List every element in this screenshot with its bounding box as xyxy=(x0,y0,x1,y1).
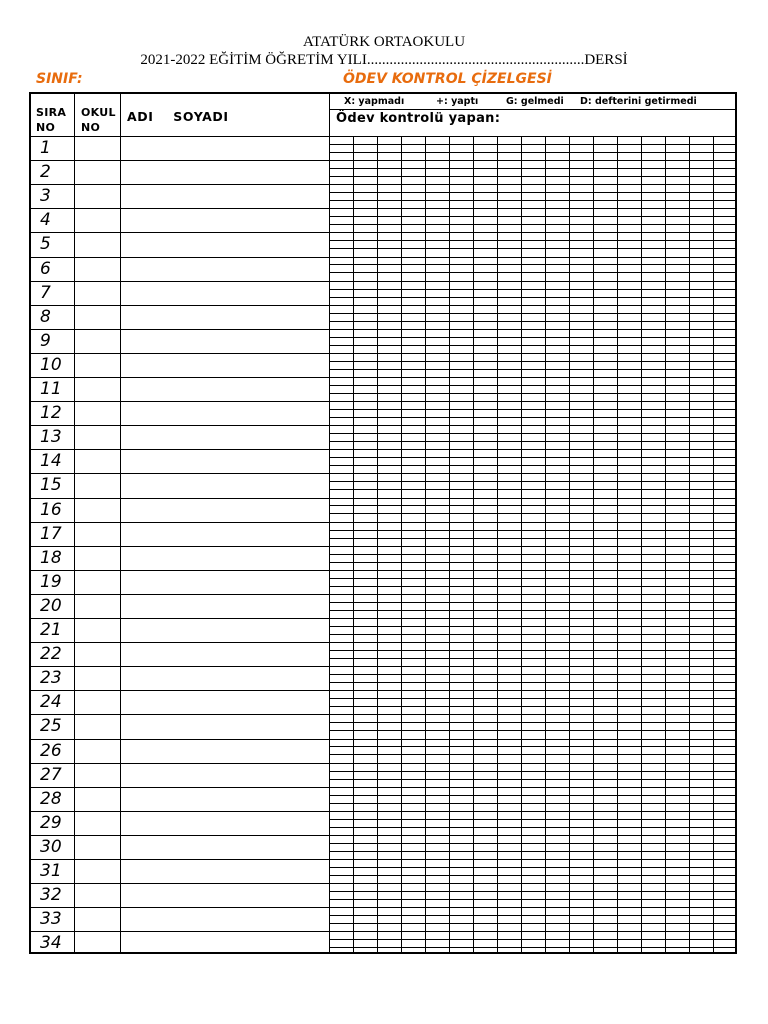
check-subline xyxy=(329,947,737,948)
row-number: 14 xyxy=(40,451,62,471)
row-number: 22 xyxy=(40,644,62,664)
check-subline xyxy=(329,803,737,804)
check-subline xyxy=(329,441,737,442)
row-divider xyxy=(29,498,329,499)
row-divider xyxy=(29,618,329,619)
row-number: 24 xyxy=(40,692,62,712)
check-column-divider xyxy=(425,136,426,954)
row-divider xyxy=(29,522,329,523)
check-column-divider xyxy=(401,136,402,954)
check-subline xyxy=(329,248,737,249)
check-subline xyxy=(329,795,737,796)
check-subline xyxy=(329,321,737,322)
row-number: 13 xyxy=(40,427,62,447)
check-subline xyxy=(329,819,737,820)
check-row-divider xyxy=(329,184,737,185)
row-number: 16 xyxy=(40,500,62,520)
check-column-divider xyxy=(665,136,666,954)
check-row-divider xyxy=(329,594,737,595)
check-row-divider xyxy=(329,690,737,691)
check-subline xyxy=(329,409,737,410)
check-subline xyxy=(329,289,737,290)
row-divider xyxy=(29,907,329,908)
legend-g: G: gelmedi xyxy=(506,96,564,107)
check-subline xyxy=(329,216,737,217)
check-subline xyxy=(329,465,737,466)
academic-year-line: 2021-2022 EĞİTİM ÖĞRETİM YILI..........................................................DERSİ xyxy=(140,52,628,68)
check-subline xyxy=(329,361,737,362)
row-number: 30 xyxy=(40,837,62,857)
check-subline xyxy=(329,650,737,651)
legend-divider xyxy=(329,109,737,110)
row-number: 3 xyxy=(40,186,51,206)
check-subline xyxy=(329,176,737,177)
check-column-divider xyxy=(569,136,570,954)
row-divider xyxy=(29,401,329,402)
row-number: 1 xyxy=(40,138,51,158)
row-divider xyxy=(29,449,329,450)
check-row-divider xyxy=(329,666,737,667)
column-header-name: ADI SOYADI xyxy=(127,109,229,124)
check-subline xyxy=(329,345,737,346)
row-number: 15 xyxy=(40,475,62,495)
row-divider xyxy=(29,425,329,426)
check-subline xyxy=(329,586,737,587)
check-column-divider xyxy=(449,136,450,954)
check-subline xyxy=(329,417,737,418)
check-subline xyxy=(329,457,737,458)
okul-header-line1: OKUL xyxy=(81,106,116,119)
row-divider xyxy=(29,690,329,691)
legend-x: X: yapmadı xyxy=(344,96,405,107)
check-subline xyxy=(329,899,737,900)
check-column-divider xyxy=(497,136,498,954)
column-header-sira xyxy=(36,105,72,135)
check-subline xyxy=(329,433,737,434)
check-subline xyxy=(329,626,737,627)
check-subline xyxy=(329,554,737,555)
row-divider xyxy=(29,642,329,643)
check-row-divider xyxy=(329,618,737,619)
check-subline xyxy=(329,682,737,683)
row-divider xyxy=(29,353,329,354)
row-number: 34 xyxy=(40,933,62,953)
check-subline xyxy=(329,200,737,201)
row-number: 11 xyxy=(40,379,62,399)
check-subline xyxy=(329,337,737,338)
check-subline xyxy=(329,385,737,386)
column-divider xyxy=(120,92,121,954)
check-subline xyxy=(329,698,737,699)
column-divider xyxy=(329,92,330,954)
row-divider xyxy=(29,184,329,185)
page-title: ÖDEV KONTROL ÇİZELGESİ xyxy=(343,71,552,87)
check-subline xyxy=(329,634,737,635)
check-column-divider xyxy=(617,136,618,954)
check-row-divider xyxy=(329,811,737,812)
legend-d: D: defterini getirmedi xyxy=(580,96,697,107)
row-divider xyxy=(29,883,329,884)
row-divider xyxy=(29,811,329,812)
row-number: 12 xyxy=(40,403,62,423)
column-header-okul xyxy=(81,105,119,135)
row-number: 5 xyxy=(40,234,51,254)
row-number: 8 xyxy=(40,307,51,327)
check-row-divider xyxy=(329,281,737,282)
check-subline xyxy=(329,297,737,298)
row-divider xyxy=(29,257,329,258)
row-number: 2 xyxy=(40,162,51,182)
row-number: 31 xyxy=(40,861,62,881)
check-column-divider xyxy=(689,136,690,954)
row-divider xyxy=(29,208,329,209)
row-divider xyxy=(29,232,329,233)
check-subline xyxy=(329,144,737,145)
check-row-divider xyxy=(329,305,737,306)
row-divider xyxy=(29,859,329,860)
check-subline xyxy=(329,562,737,563)
check-subline xyxy=(329,152,737,153)
check-subline xyxy=(329,192,737,193)
check-subline xyxy=(329,513,737,514)
header-divider xyxy=(29,136,737,137)
row-number: 33 xyxy=(40,909,62,929)
check-subline xyxy=(329,272,737,273)
check-subline xyxy=(329,915,737,916)
check-subline xyxy=(329,851,737,852)
check-subline xyxy=(329,489,737,490)
check-subline xyxy=(329,538,737,539)
row-divider xyxy=(29,931,329,932)
check-subline xyxy=(329,264,737,265)
check-subline xyxy=(329,754,737,755)
row-number: 32 xyxy=(40,885,62,905)
check-row-divider xyxy=(329,739,737,740)
sira-header-line1: SIRA xyxy=(36,106,67,119)
row-divider xyxy=(29,835,329,836)
check-column-divider xyxy=(545,136,546,954)
check-subline xyxy=(329,875,737,876)
check-row-divider xyxy=(329,787,737,788)
check-subline xyxy=(329,730,737,731)
check-row-divider xyxy=(329,377,737,378)
check-subline xyxy=(329,369,737,370)
homework-table xyxy=(29,92,737,954)
check-column-divider xyxy=(473,136,474,954)
check-row-divider xyxy=(329,401,737,402)
check-subline xyxy=(329,843,737,844)
check-row-divider xyxy=(329,232,737,233)
row-divider xyxy=(29,666,329,667)
check-subline xyxy=(329,827,737,828)
check-subline xyxy=(329,481,737,482)
check-column-divider xyxy=(593,136,594,954)
check-column-divider xyxy=(521,136,522,954)
check-subline xyxy=(329,891,737,892)
sira-header-line2: NO xyxy=(36,121,56,134)
row-number: 21 xyxy=(40,620,62,640)
check-subline xyxy=(329,530,737,531)
row-number: 28 xyxy=(40,789,62,809)
legend-plus: +: yaptı xyxy=(436,96,479,107)
check-row-divider xyxy=(329,763,737,764)
okul-header-line2: NO xyxy=(81,121,101,134)
check-row-divider xyxy=(329,714,737,715)
row-number: 27 xyxy=(40,765,62,785)
row-divider xyxy=(29,305,329,306)
check-row-divider xyxy=(329,353,737,354)
row-number: 25 xyxy=(40,716,62,736)
row-divider xyxy=(29,281,329,282)
row-divider xyxy=(29,473,329,474)
check-subline xyxy=(329,706,737,707)
check-row-divider xyxy=(329,160,737,161)
class-label: SINIF: xyxy=(36,71,83,87)
check-subline xyxy=(329,658,737,659)
check-row-divider xyxy=(329,931,737,932)
check-column-divider xyxy=(713,136,714,954)
check-row-divider xyxy=(329,546,737,547)
check-row-divider xyxy=(329,570,737,571)
check-row-divider xyxy=(329,425,737,426)
row-number: 29 xyxy=(40,813,62,833)
check-row-divider xyxy=(329,329,737,330)
row-divider xyxy=(29,594,329,595)
row-number: 26 xyxy=(40,741,62,761)
row-number: 4 xyxy=(40,210,51,230)
check-subline xyxy=(329,610,737,611)
check-subline xyxy=(329,771,737,772)
check-column-divider xyxy=(353,136,354,954)
row-divider xyxy=(29,377,329,378)
check-row-divider xyxy=(329,208,737,209)
check-subline xyxy=(329,779,737,780)
check-subline xyxy=(329,393,737,394)
check-subline xyxy=(329,313,737,314)
check-subline xyxy=(329,505,737,506)
row-number: 10 xyxy=(40,355,62,375)
row-number: 23 xyxy=(40,668,62,688)
check-column-divider xyxy=(377,136,378,954)
check-row-divider xyxy=(329,642,737,643)
row-divider xyxy=(29,714,329,715)
row-divider xyxy=(29,570,329,571)
check-subline xyxy=(329,722,737,723)
check-row-divider xyxy=(329,257,737,258)
row-number: 19 xyxy=(40,572,62,592)
row-divider xyxy=(29,546,329,547)
check-subline xyxy=(329,240,737,241)
row-number: 17 xyxy=(40,524,62,544)
check-row-divider xyxy=(329,907,737,908)
row-number: 9 xyxy=(40,331,51,351)
row-number: 6 xyxy=(40,259,51,279)
row-divider xyxy=(29,763,329,764)
legend xyxy=(332,96,736,108)
check-subline xyxy=(329,939,737,940)
check-subline xyxy=(329,168,737,169)
check-row-divider xyxy=(329,498,737,499)
checker-label: Ödev kontrolü yapan: xyxy=(336,111,501,126)
check-row-divider xyxy=(329,835,737,836)
check-row-divider xyxy=(329,859,737,860)
row-divider xyxy=(29,329,329,330)
row-number: 20 xyxy=(40,596,62,616)
row-divider xyxy=(29,787,329,788)
row-number: 7 xyxy=(40,283,51,303)
check-subline xyxy=(329,867,737,868)
check-row-divider xyxy=(329,883,737,884)
row-divider xyxy=(29,160,329,161)
check-row-divider xyxy=(329,522,737,523)
row-divider xyxy=(29,739,329,740)
school-name: ATATÜRK ORTAOKULU xyxy=(302,34,466,50)
check-row-divider xyxy=(329,449,737,450)
check-subline xyxy=(329,674,737,675)
column-divider xyxy=(74,92,75,954)
check-subline xyxy=(329,923,737,924)
check-subline xyxy=(329,578,737,579)
check-subline xyxy=(329,224,737,225)
row-number: 18 xyxy=(40,548,62,568)
check-column-divider xyxy=(641,136,642,954)
check-subline xyxy=(329,602,737,603)
check-subline xyxy=(329,746,737,747)
check-row-divider xyxy=(329,473,737,474)
